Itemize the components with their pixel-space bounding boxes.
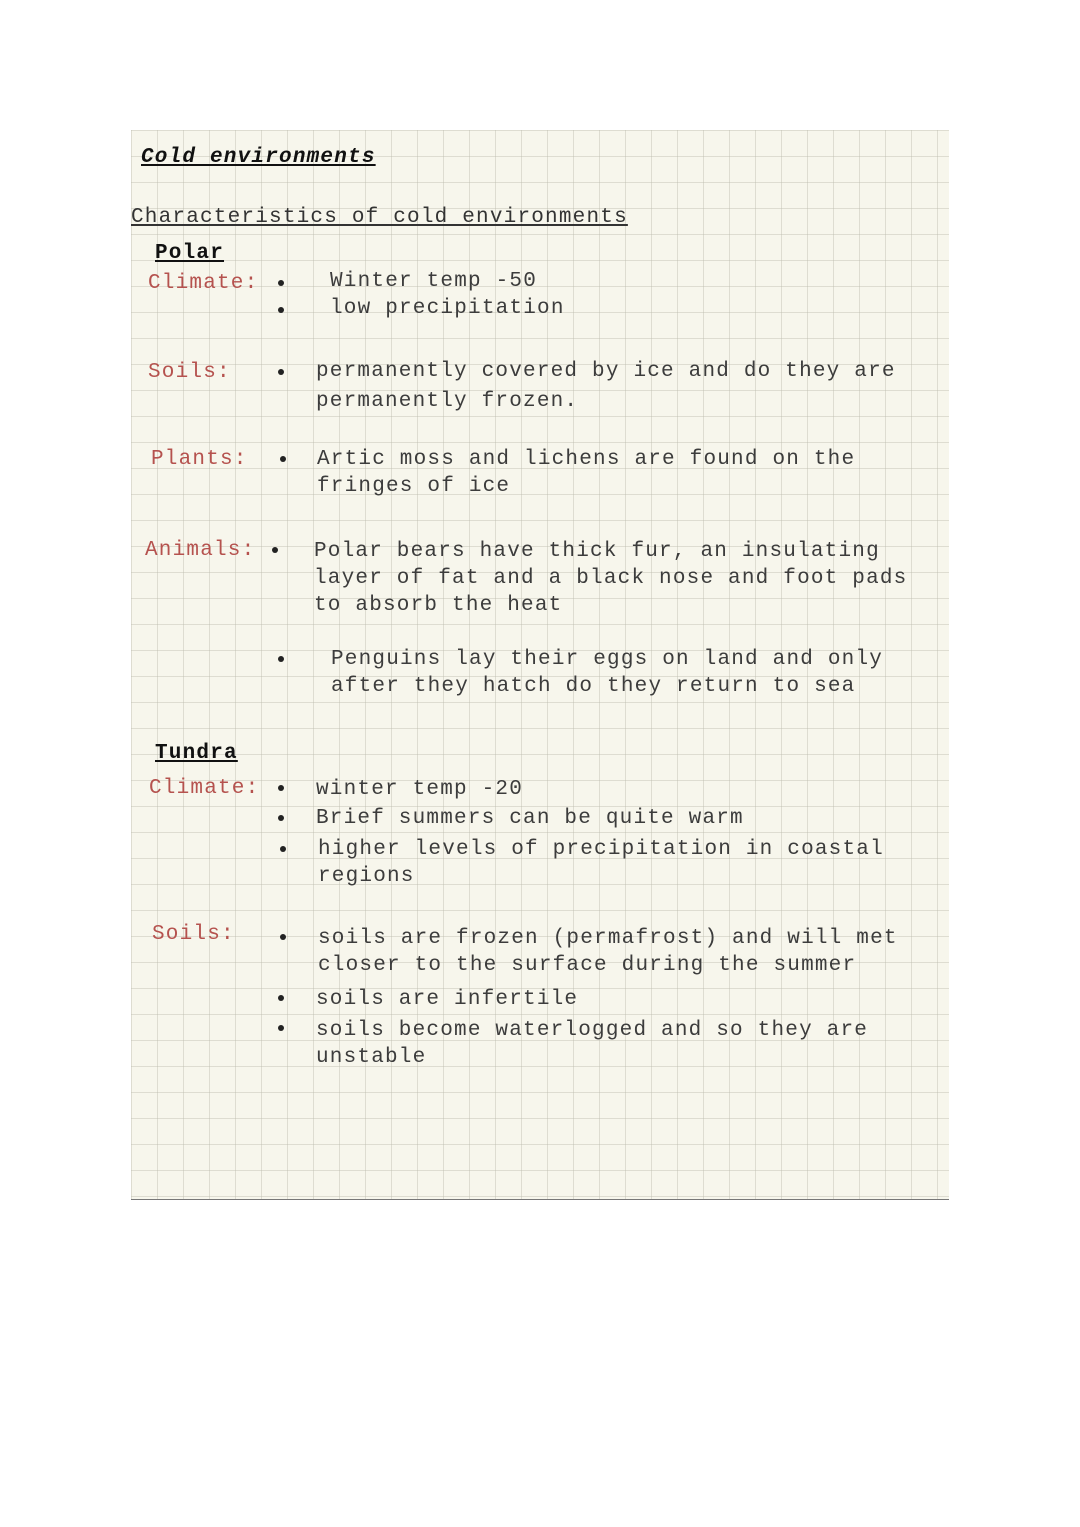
bullet <box>280 846 286 852</box>
tundra-heading: Tundra <box>155 742 238 765</box>
bullet <box>278 1025 284 1031</box>
tundra-climate-label: Climate: <box>149 777 260 800</box>
polar-plants-label: Plants: <box>151 448 248 471</box>
polar-plants-text: Artic moss and lichens are found on the <box>317 448 856 471</box>
bullet <box>280 934 286 940</box>
bullet <box>278 280 284 286</box>
page-title: Cold environments <box>141 146 376 169</box>
polar-heading: Polar <box>155 242 225 265</box>
bullet <box>278 995 284 1001</box>
polar-animals-text: layer of fat and a black nose and foot pads <box>314 567 908 590</box>
tundra-soils-item: closer to the surface during the summer <box>318 954 857 977</box>
bullet <box>278 785 284 791</box>
bullet <box>280 456 286 462</box>
polar-soils-label: Soils: <box>148 361 231 384</box>
tundra-soils-item: unstable <box>316 1046 427 1069</box>
polar-animals-text: Polar bears have thick fur, an insulating <box>314 540 880 563</box>
bullet <box>278 369 284 375</box>
polar-animals-text: to absorb the heat <box>314 594 563 617</box>
bullet <box>272 547 278 553</box>
bullet <box>278 815 284 821</box>
polar-climate-item: low precipitation <box>330 297 565 320</box>
tundra-soils-item: soils are frozen (permafrost) and will met <box>318 927 898 950</box>
tundra-climate-item: Brief summers can be quite warm <box>316 807 744 830</box>
bullet <box>278 656 284 662</box>
polar-soils-text: permanently frozen. <box>316 390 579 413</box>
tundra-climate-item: regions <box>318 865 415 888</box>
polar-animals-text: after they hatch do they return to sea <box>331 675 856 698</box>
tundra-soils-label: Soils: <box>152 923 235 946</box>
polar-soils-text: permanently covered by ice and do they are <box>316 360 896 383</box>
polar-animals-text: Penguins lay their eggs on land and only <box>331 648 884 671</box>
section-subtitle: Characteristics of cold environments <box>131 206 628 229</box>
bullet <box>278 307 284 313</box>
polar-climate-item: Winter temp -50 <box>330 270 538 293</box>
polar-climate-label: Climate: <box>148 272 259 295</box>
tundra-soils-item: soils become waterlogged and so they are <box>316 1019 869 1042</box>
tundra-soils-item: soils are infertile <box>316 988 579 1011</box>
polar-animals-label: Animals: <box>145 539 256 562</box>
tundra-climate-item: higher levels of precipitation in coastal <box>318 838 884 861</box>
tundra-climate-item: winter temp -20 <box>316 778 524 801</box>
polar-plants-text: fringes of ice <box>317 475 511 498</box>
